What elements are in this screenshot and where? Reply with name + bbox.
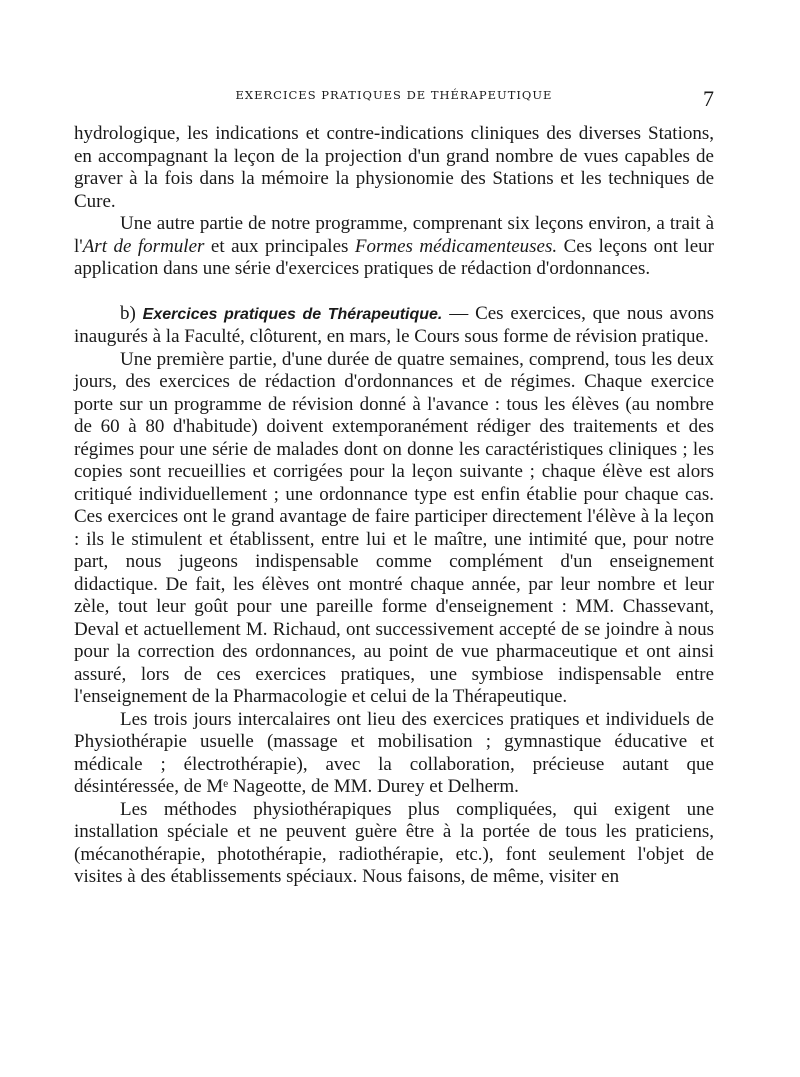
- running-header: EXERCICES PRATIQUES DE THÉRAPEUTIQUE: [235, 88, 553, 102]
- paragraph-art-de-formuler: [74, 213, 714, 281]
- section-label: b): [120, 302, 143, 324]
- text-run: — Ces exercices, que nous avons inaugurés à la Faculté, clôturent, en mars, le Cours sous forme de révision pratique.: [74, 302, 715, 347]
- text-run: et aux principales: [204, 235, 355, 257]
- paragraph-physiotherapie: Les trois jours intercalaires ont lieu des exercices pratiques et individuels de Physiothérapie usuelle (massage et mobilisation ; gymnastique éducative et médicale ; électrothérapie), avec la collaboration, précieuse autant que désintéressée, de Mᵉ Nageotte, de MM. Durey et Delherm.: [74, 708, 714, 797]
- page-number: 7: [703, 86, 714, 111]
- section-b-paragraph: [74, 303, 714, 349]
- paragraph-methodes: Les méthodes physiothérapiques plus compliquées, qui exigent une installation spéciale et ne peuvent guère être à la portée de tous les praticiens, (mécanothérapie, photothérapie, radiothérapie, etc.), font seulement l'objet de visites à des établissements spéciaux. Nous faisons, de même, visiter en: [74, 798, 714, 887]
- italic-term-art-de-formuler: Art de formuler: [82, 235, 205, 257]
- section-gap: [74, 281, 714, 303]
- italic-term-formes: Formes médicamenteuses.: [354, 235, 558, 257]
- paragraph-continuation: hydrologique, les indications et contre-indications cliniques des diverses Stations, en accompagnant la leçon de la projection d'un grand nombre de vues capables de graver à la fois dans la mémoire la physionomie des Stations et les techniques de Cure.: [74, 123, 714, 212]
- text-run: Une autre partie de notre programme, comprenant six leçons environ, a trait à l': [74, 213, 714, 257]
- text-run: Ces leçons ont leur application dans une série d'exercices pratiques de rédaction d'ordonnances.: [74, 235, 714, 279]
- body-text: [74, 123, 714, 889]
- section-heading: Exercices pratiques de Thérapeutique.: [142, 305, 443, 323]
- paragraph-exercices-redaction: Une première partie, d'une durée de quatre semaines, comprend, tous les deux jours, des exercices de rédaction d'ordonnances et de régimes. Chaque exercice porte sur un programme de révision donné à l'avance : tous les élèves (au nombre de 60 à 80 d'habitude) doivent extemporanément rédiger des traitements et des régimes pour une série de malades dont on donne les caractéristiques cliniques ; les copies sont recueillies et corrigées pour la leçon suivante ; chaque élève est alors critiqué individuellement ; une ordonnance type est enfin établie pour chaque cas. Ces exercices ont le grand avantage de faire participer directement l'élève à la leçon : ils le stimulent et établissent, entre lui et le maître, une intimité que, pour notre part, nous jugeons indispensable comme complément d'un enseignement didactique. De fait, les élèves ont montré chaque année, par leur nombre et leur zèle, tout leur goût pour une pareille forme d'enseignement : MM. Chassevant, Deval et actuellement M. Richaud, ont successivement accepté de se joindre à nous pour la correction des ordonnances, au point de vue pharmaceutique et ont ainsi assuré, lors de ces exercices pratiques, une symbiose indispensable entre l'enseignement de la Pharmacologie et celui de la Thérapeutique.: [74, 348, 714, 707]
